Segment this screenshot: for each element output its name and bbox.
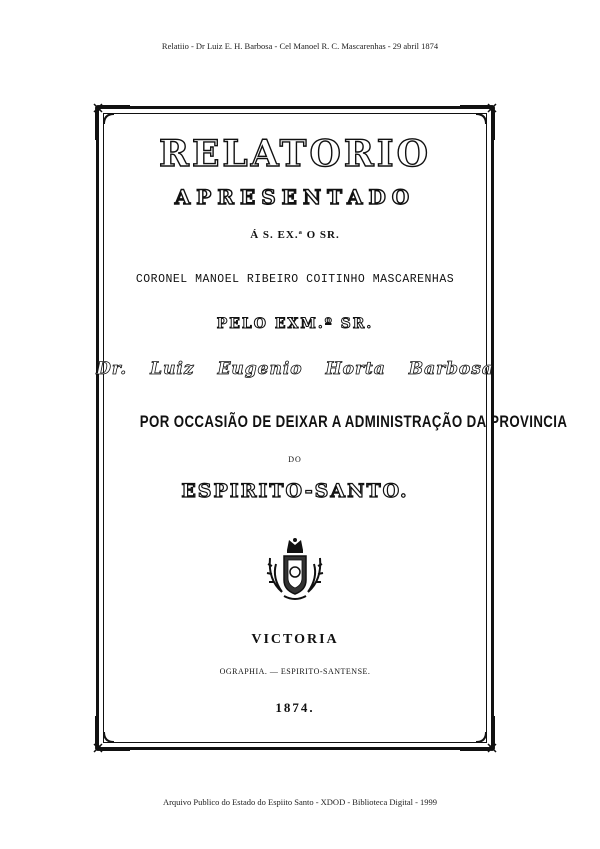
by-line: PELO EXM.º SR. — [216, 316, 374, 332]
addressee-name: CORONEL MANOEL RIBEIRO COITINHO MASCARENHAS — [135, 273, 455, 286]
city-name: VICTORIA — [251, 632, 339, 647]
fleur-de-lis-corner-icon — [90, 710, 136, 756]
printer-name: OGRAPHIA. — ESPIRITO-SANTENSE. — [219, 667, 371, 676]
addressee-intro: Á S. EX.ª O SR. — [250, 229, 340, 241]
occasion-line: POR OCCASIÃO DE DEIXAR A ADMINISTRAÇÃO DA PROVINCIA — [139, 412, 568, 431]
author-name: Dr. Luiz Eugenio Horta Barbosa — [96, 359, 494, 379]
connector-word: DO — [288, 455, 302, 464]
fleur-de-lis-corner-icon — [454, 710, 500, 756]
page-header: Relatiio - Dr Luiz E. H. Barbosa - Cel Manoel R. C. Mascarenhas - 29 abril 1874 — [161, 41, 439, 51]
page-footer: Arquivo Publico do Estado do Espiito Santo - XDOD - Biblioteca Digital - 1999 — [162, 797, 438, 807]
imperial-coat-of-arms-icon — [262, 536, 328, 606]
publication-year: 1874. — [275, 700, 315, 715]
document-subtitle: APRESENTADO — [174, 185, 416, 209]
document-title: RELATORIO — [159, 133, 431, 175]
province-name: ESPIRITO-SANTO. — [181, 480, 409, 502]
